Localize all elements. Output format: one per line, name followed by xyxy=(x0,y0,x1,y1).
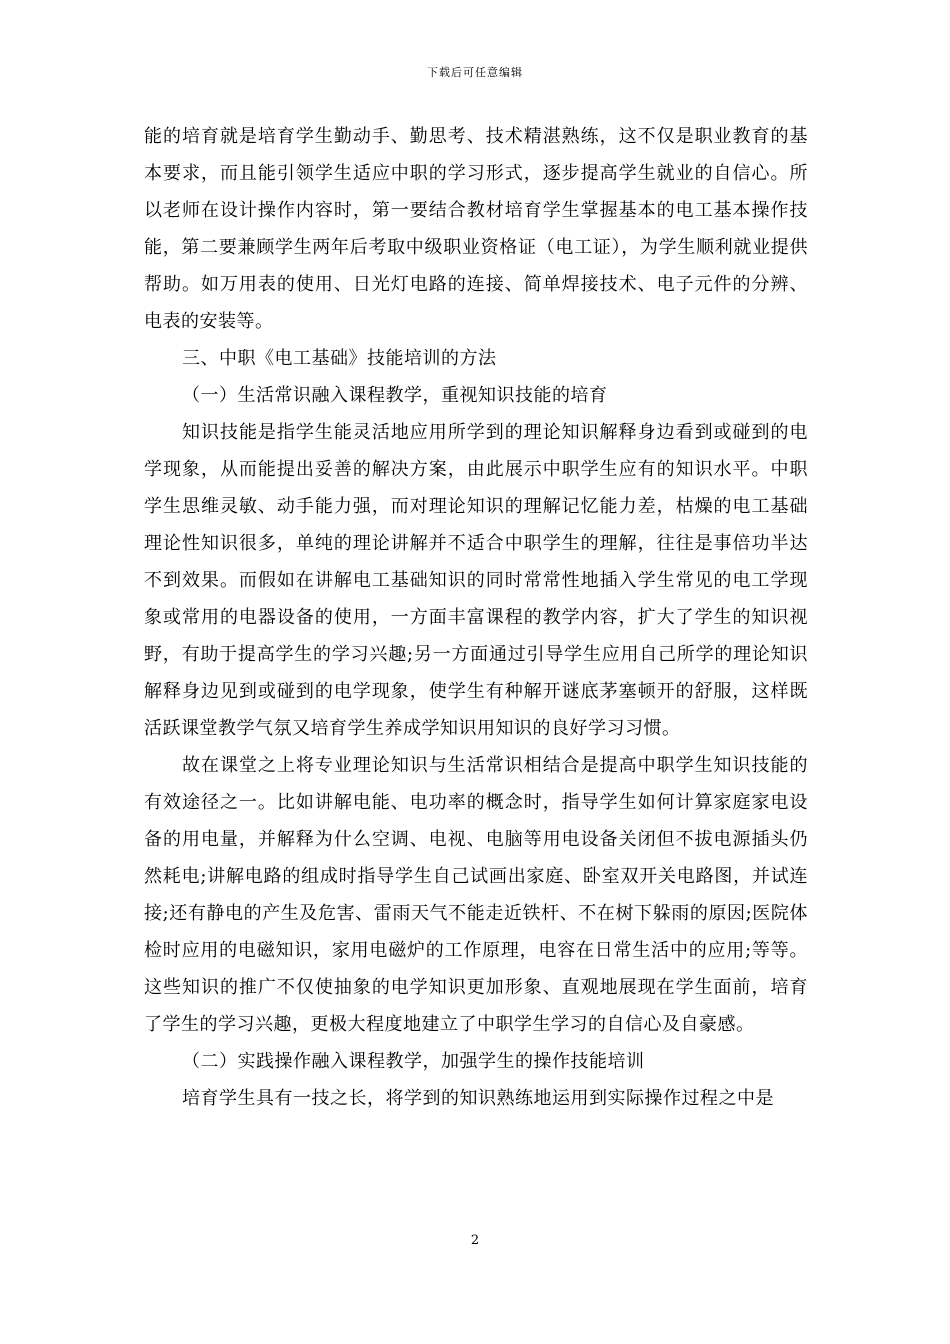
subsection-heading-1: （一）生活常识融入课程教学，重视知识技能的培育 xyxy=(182,385,608,406)
document-body xyxy=(144,118,808,1117)
paragraph-continuation: 能的培育就是培育学生勤动手、勤思考、技术精湛熟练，这不仅是职业教育的基本要求，而且能引领学生适应中职的学习形式，逐步提高学生就业的自信心。所以老师在设计操作内容时，第一要结合教材培育学生掌握基本的电工基本操作技能，第二要兼顾学生两年后考取中级职业资格证（电工证），为学生顺利就业提供帮助。如万用表的使用、日光灯电路的连接、简单焊接技术、电子元件的分辨、电表的安装等。 xyxy=(144,126,808,332)
page-header: 下载后可任意编辑 xyxy=(427,66,523,79)
paragraph-knowledge-skills: 知识技能是指学生能灵活地应用所学到的理论知识解释身边看到或碰到的电学现象，从而能提出妥善的解决方案，由此展示中职学生应有的知识水平。中职学生思维灵敏、动手能力强，而对理论知识的理解记忆能力差，枯燥的电工基础理论性知识很多，单纯的理论讲解并不适合中职学生的理解，往往是事倍功半达不到效果。而假如在讲解电工基础知识的同时常常性地插入学生常见的电工学现象或常用的电器设备的使用，一方面丰富课程的教学内容，扩大了学生的知识视野，有助于提高学生的学习兴趣;另一方面通过引导学生应用自己所学的理论知识解释身边见到或碰到的电学现象，使学生有种解开谜底茅塞顿开的舒服，这样既活跃课堂教学气氛又培育学生养成学知识用知识的良好学习习惯。 xyxy=(144,422,808,739)
paragraph-practice-skills: 培育学生具有一技之长，将学到的知识熟练地运用到实际操作过程之中是 xyxy=(182,1088,774,1109)
page-number: 2 xyxy=(470,1233,480,1248)
paragraph-classroom-examples: 故在课堂之上将专业理论知识与生活常识相结合是提高中职学生知识技能的有效途径之一。比如讲解电能、电功率的概念时，指导学生如何计算家庭家电设备的用电量，并解释为什么空调、电视、电脑等用电设备关闭但不拔电源插头仍然耗电;讲解电路的组成时指导学生自己试画出家庭、卧室双开关电路图，并试连接;还有静电的产生及危害、雷雨天气不能走近铁杆、不在树下躲雨的原因;医院体检时应用的电磁知识，家用电磁炉的工作原理，电容在日常生活中的应用;等等。这些知识的推广不仅使抽象的电学知识更加形象、直观地展现在学生面前，培育了学生的学习兴趣，更极大程度地建立了中职学生学习的自信心及自豪感。 xyxy=(144,755,808,1035)
subsection-heading-2: （二）实践操作融入课程教学，加强学生的操作技能培训 xyxy=(182,1051,645,1072)
section-heading: 三、中职《电工基础》技能培训的方法 xyxy=(182,348,497,369)
